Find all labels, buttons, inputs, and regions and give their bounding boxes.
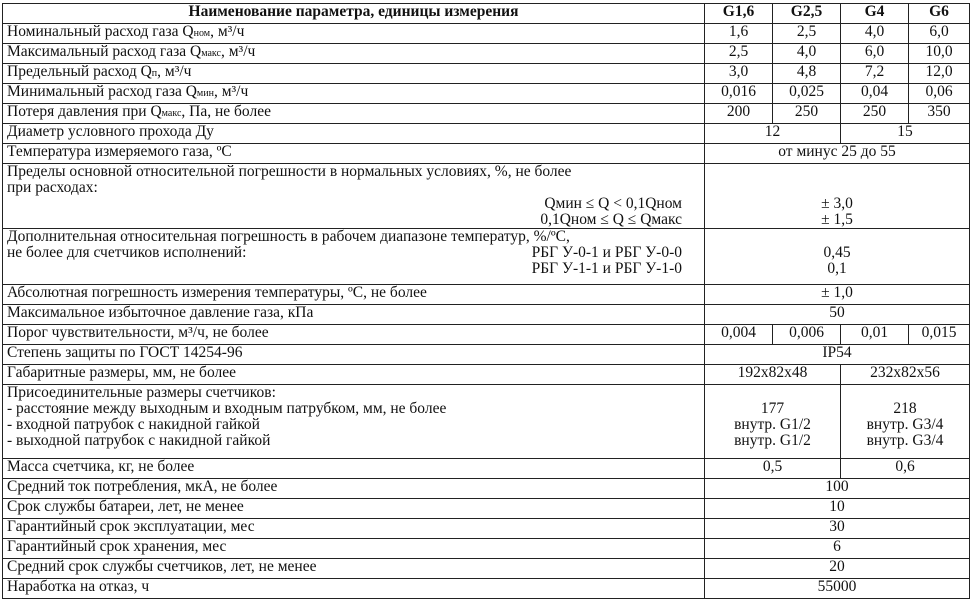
header-model-g4: G4	[841, 4, 909, 24]
cell-value: 0,6	[841, 459, 970, 479]
table-row	[3, 325, 970, 345]
cell-value: ± 1,0	[705, 285, 970, 305]
row-label-connection: Присоединительные размеры счетчиков: - расстояние между выходным и входным патрубком, мм, не более - входной патрубок с накидной гайкой - выходной патрубок с накидной гайкой	[3, 385, 705, 459]
row-label-gas-temperature: Температура измеряемого газа, ºС	[3, 144, 705, 164]
cell-value: 250	[841, 104, 909, 124]
cell-value: 1,6	[705, 24, 773, 44]
cell-value: 15	[841, 124, 970, 144]
cell-value: 7,2	[841, 64, 909, 84]
cell-value: 0,025	[773, 84, 841, 104]
row-label-warranty-storage: Гарантийный срок хранения, мес	[3, 539, 705, 559]
cell-value: 250	[773, 104, 841, 124]
table-row	[3, 104, 970, 124]
table-header-row	[3, 4, 970, 24]
row-label-limit-flow: Предельный расход Qп, м³/ч	[3, 64, 705, 84]
cell-value: 350	[909, 104, 970, 124]
row-label-main-error: Пределы основной относительной погрешности в нормальных условиях, %, не более при расходах: Qмин ≤ Q < 0,1Qном 0,1Qном ≤ Q ≤ Qмакс	[3, 164, 705, 229]
cell-value: 0,004	[705, 325, 773, 345]
cell-value: 2,5	[773, 24, 841, 44]
cell-value: 30	[705, 519, 970, 539]
cell-value: IP54	[705, 345, 970, 365]
cell-value: 3,0	[705, 64, 773, 84]
table-row	[3, 305, 970, 325]
cell-value: 20	[705, 559, 970, 579]
row-label-min-flow: Минимальный расход газа Qмин, м³/ч	[3, 84, 705, 104]
row-label-nominal-flow: Номинальный расход газа Qном, м³/ч	[3, 24, 705, 44]
cell-value: 6	[705, 539, 970, 559]
table-row	[3, 539, 970, 559]
cell-value: 0,015	[909, 325, 970, 345]
row-label-pressure-loss: Потеря давления при Qмакс, Па, не более	[3, 104, 705, 124]
cell-value: 218 внутр. G3/4 внутр. G3/4	[841, 385, 970, 459]
cell-value: 0,006	[773, 325, 841, 345]
table-row	[3, 579, 970, 599]
row-label-service-life: Средний срок службы счетчиков, лет, не менее	[3, 559, 705, 579]
table-row	[3, 559, 970, 579]
table-row	[3, 459, 970, 479]
cell-value: ± 3,0 ± 1,5	[705, 164, 970, 229]
cell-value: 192x82x48	[705, 365, 841, 385]
row-label-mtbf: Наработка на отказ, ч	[3, 579, 705, 599]
row-label-sensitivity: Порог чувствительности, м³/ч, не более	[3, 325, 705, 345]
table-row	[3, 64, 970, 84]
row-label-warranty-operation: Гарантийный срок эксплуатации, мес	[3, 519, 705, 539]
cell-value: 4,0	[773, 44, 841, 64]
table-row	[3, 499, 970, 519]
table-row	[3, 44, 970, 64]
cell-value: 0,06	[909, 84, 970, 104]
cell-value: 232x82x56	[841, 365, 970, 385]
row-label-current: Средний ток потребления, мкА, не более	[3, 479, 705, 499]
row-label-protection: Степень защиты по ГОСТ 14254-96	[3, 345, 705, 365]
cell-value: 6,0	[841, 44, 909, 64]
row-label-additional-error: Дополнительная относительная погрешность в рабочем диапазоне температур, %/ºС, не более для счетчиков исполнений: РБГ У-0-1 и РБГ У-0-0 РБГ У-1-1 и РБГ У-1-0	[3, 229, 705, 285]
table-row	[3, 144, 970, 164]
cell-value: 4,0	[841, 24, 909, 44]
cell-value: 12,0	[909, 64, 970, 84]
cell-value: 100	[705, 479, 970, 499]
cell-value: 0,04	[841, 84, 909, 104]
table-row	[3, 24, 970, 44]
header-model-g25: G2,5	[773, 4, 841, 24]
cell-value: 0,45 0,1	[705, 229, 970, 285]
table-row	[3, 285, 970, 305]
row-label-mass: Масса счетчика, кг, не более	[3, 459, 705, 479]
row-label-max-flow: Максимальный расход газа Qмакс, м³/ч	[3, 44, 705, 64]
cell-value: 12	[705, 124, 841, 144]
specifications-table	[2, 3, 970, 599]
row-label-battery-life: Срок службы батареи, лет, не менее	[3, 499, 705, 519]
table-row	[3, 519, 970, 539]
cell-value: 10,0	[909, 44, 970, 64]
table-row	[3, 84, 970, 104]
row-label-diameter: Диаметр условного прохода Ду	[3, 124, 705, 144]
cell-value: 0,5	[705, 459, 841, 479]
cell-value: 55000	[705, 579, 970, 599]
table-row	[3, 479, 970, 499]
cell-value: от минус 25 до 55	[705, 144, 970, 164]
cell-value: 0,016	[705, 84, 773, 104]
table-row	[3, 365, 970, 385]
cell-value: 0,01	[841, 325, 909, 345]
row-label-dimensions: Габаритные размеры, мм, не более	[3, 365, 705, 385]
header-model-g16: G1,6	[705, 4, 773, 24]
cell-value: 2,5	[705, 44, 773, 64]
header-model-g6: G6	[909, 4, 970, 24]
table-row	[3, 164, 970, 229]
row-label-max-pressure: Максимальное избыточное давление газа, кПа	[3, 305, 705, 325]
table-row	[3, 229, 970, 285]
cell-value: 6,0	[909, 24, 970, 44]
cell-value: 10	[705, 499, 970, 519]
header-parameter: Наименование параметра, единицы измерения	[3, 4, 705, 24]
table-row	[3, 385, 970, 459]
cell-value: 200	[705, 104, 773, 124]
cell-value: 50	[705, 305, 970, 325]
cell-value: 177 внутр. G1/2 внутр. G1/2	[705, 385, 841, 459]
table-row	[3, 124, 970, 144]
table-row	[3, 345, 970, 365]
row-label-temperature-error: Абсолютная погрешность измерения температуры, ºС, не более	[3, 285, 705, 305]
cell-value: 4,8	[773, 64, 841, 84]
